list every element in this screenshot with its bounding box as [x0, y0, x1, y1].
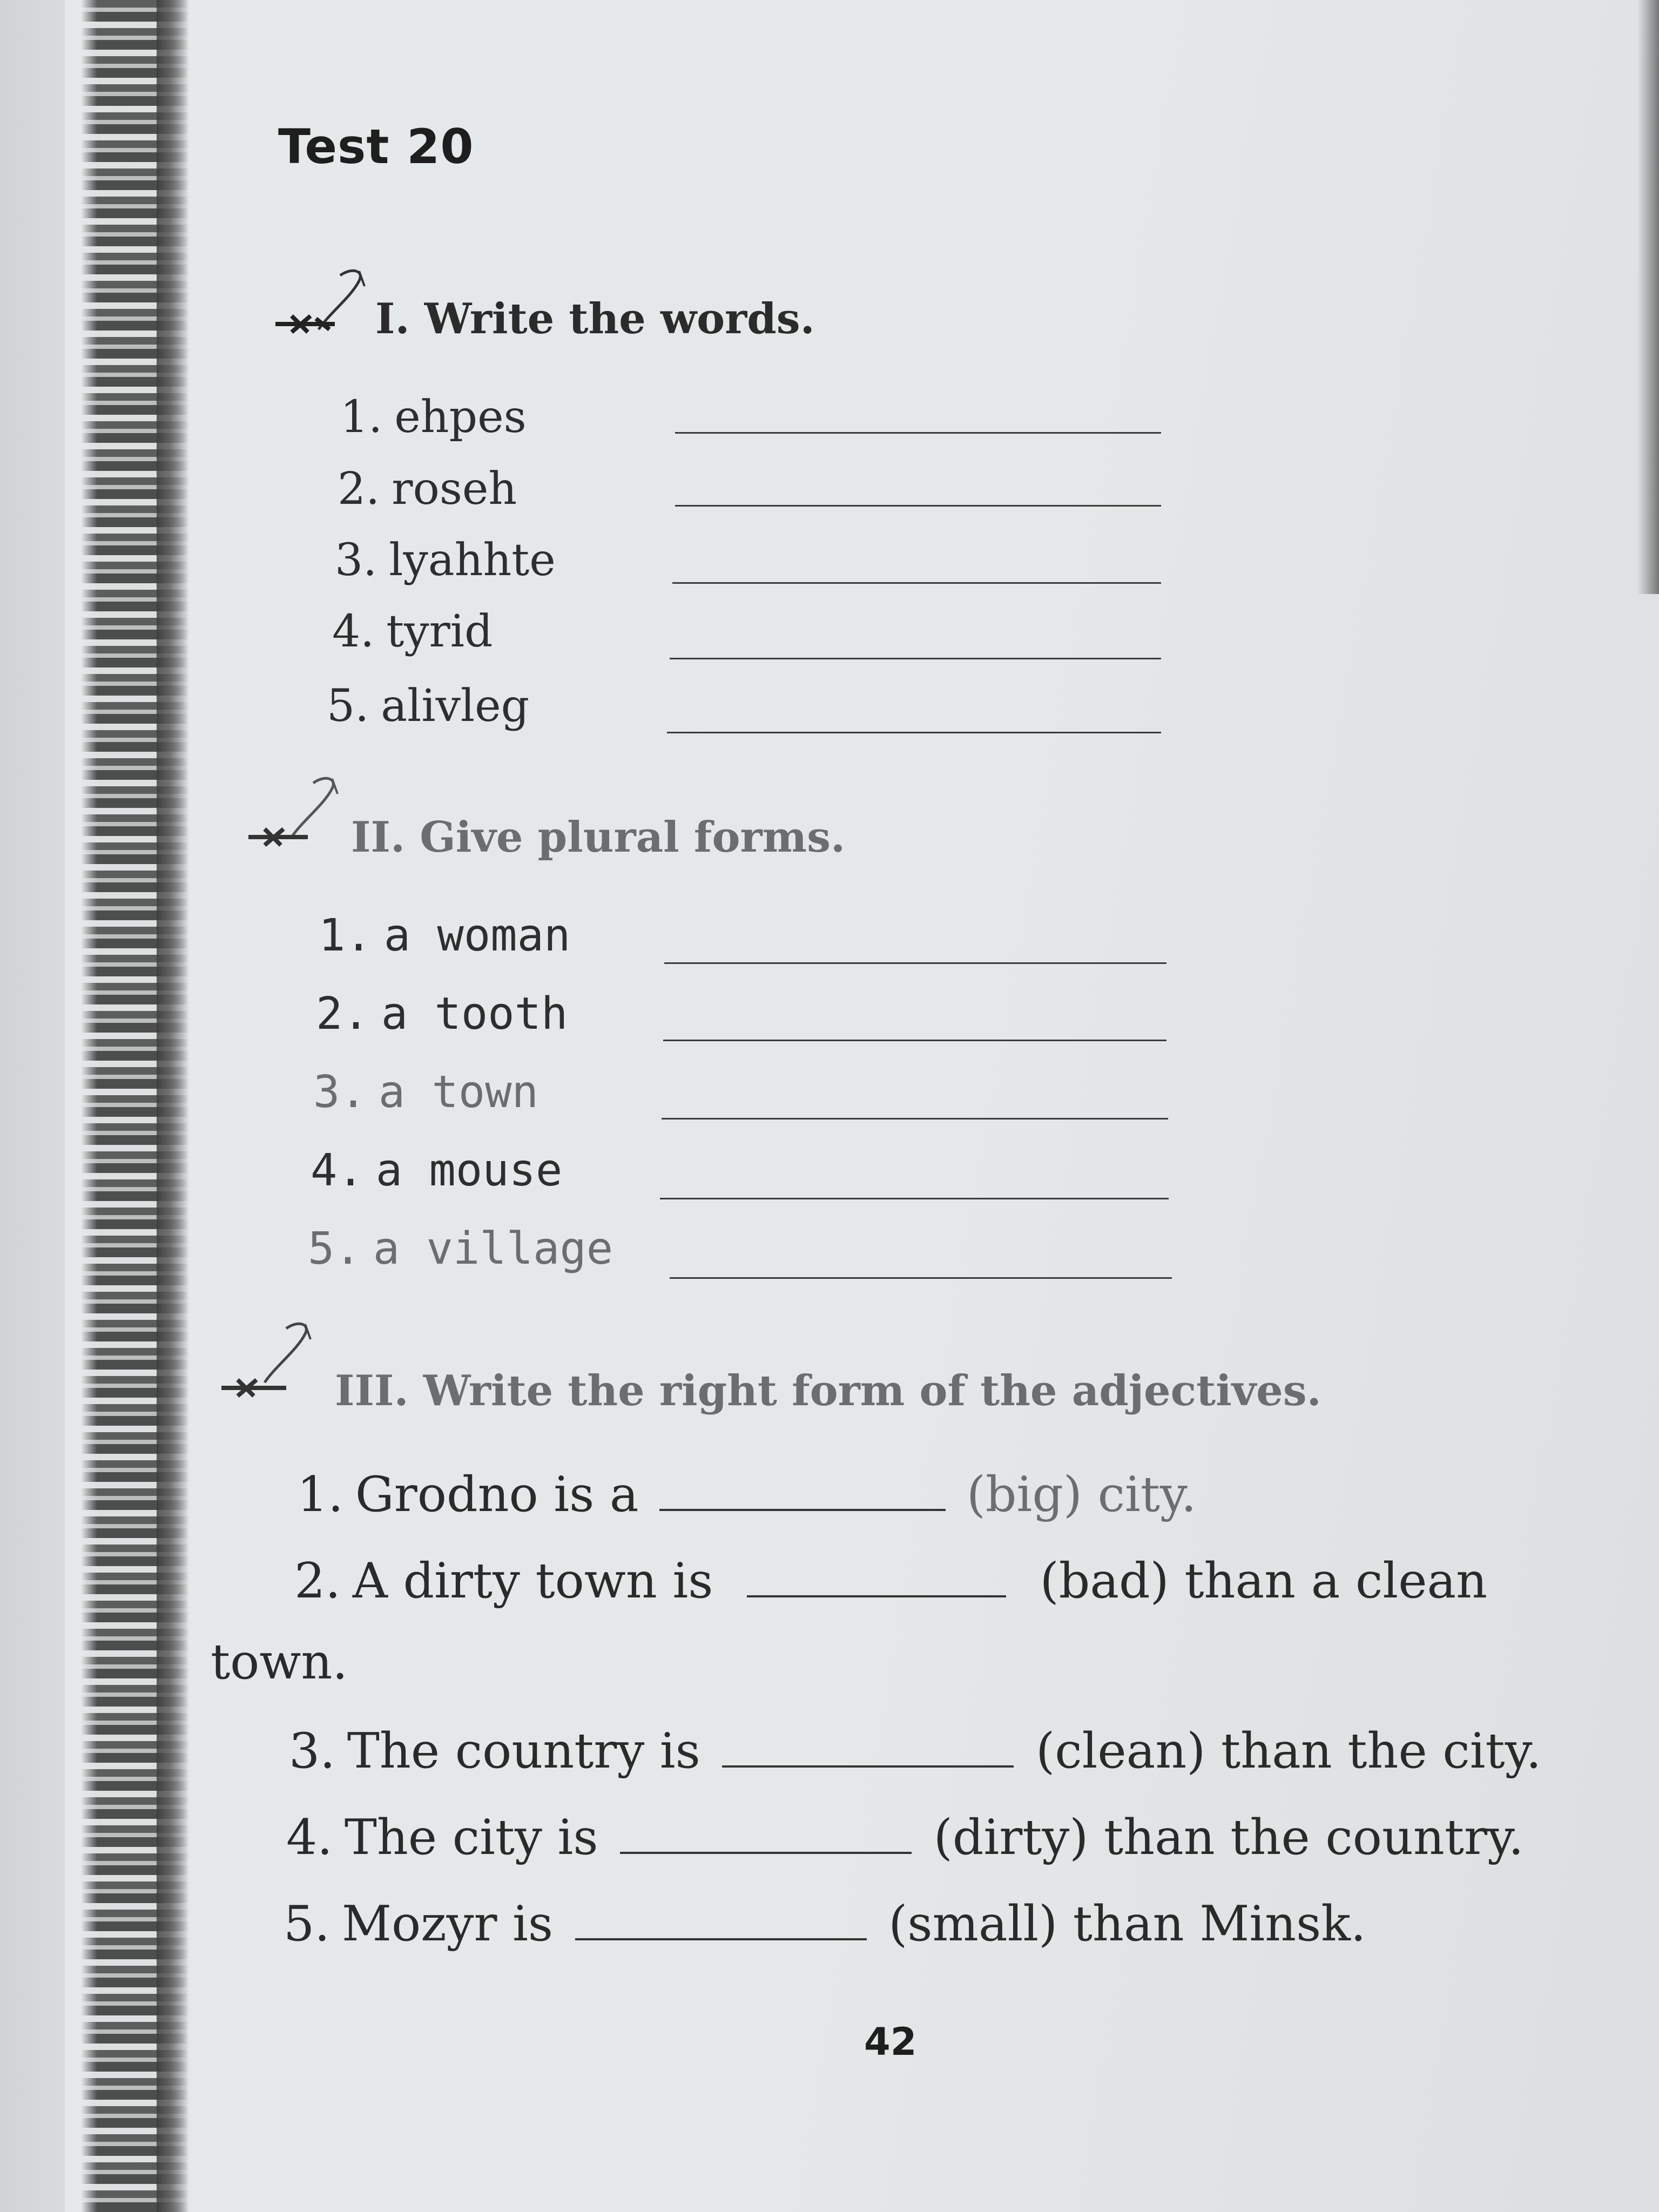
- quill-icon: [270, 265, 378, 356]
- sentence-2: [294, 1553, 1487, 1609]
- item-number: 1.: [297, 1466, 343, 1523]
- sentence-end: (dirty) than the country.: [933, 1809, 1524, 1866]
- scrambled-word: ehpes: [394, 392, 527, 443]
- scrambled-word: lyahhte: [389, 535, 556, 586]
- section-2-heading: II. Give plural forms.: [351, 813, 846, 862]
- item-number: 3.: [289, 1723, 335, 1779]
- singular-noun: a tooth: [381, 988, 568, 1040]
- item-number: 4.: [311, 1145, 364, 1196]
- list-item: [311, 1145, 562, 1196]
- sentence-start: The country is: [347, 1723, 700, 1779]
- item-number: 2.: [294, 1553, 341, 1609]
- sentence-end: (big) city.: [966, 1466, 1197, 1523]
- answer-blank[interactable]: [659, 1471, 946, 1511]
- item-number: 1.: [340, 392, 383, 443]
- test-title: Test 20: [278, 119, 474, 174]
- list-item: [327, 680, 529, 732]
- item-number: 2.: [338, 463, 380, 515]
- list-item: [308, 1223, 613, 1274]
- answer-line[interactable]: [670, 658, 1161, 659]
- sentence-2-continuation: town.: [211, 1634, 348, 1690]
- list-item: [335, 535, 556, 586]
- answer-line[interactable]: [664, 962, 1166, 964]
- page-number: 42: [864, 2020, 917, 2064]
- section-3-heading: [335, 1366, 1321, 1415]
- scrambled-word: alivleg: [381, 680, 530, 732]
- quill-icon: [243, 772, 351, 864]
- scrambled-word: roseh: [392, 463, 517, 515]
- answer-blank[interactable]: [620, 1814, 912, 1854]
- quill-icon: [216, 1318, 324, 1410]
- sentence-start: The city is: [344, 1809, 598, 1866]
- sentence-start: A dirty town is: [352, 1553, 713, 1609]
- list-item: [338, 463, 517, 515]
- sentence-start: Grodno is a: [355, 1466, 639, 1523]
- list-item: [316, 988, 568, 1040]
- section-3-heading-text: III. Write the right form of the adjectives.: [335, 1366, 1321, 1415]
- scrambled-word: tyrid: [386, 606, 493, 657]
- sentence-1: [297, 1466, 1197, 1523]
- item-number: 5.: [327, 680, 369, 732]
- answer-blank[interactable]: [575, 1900, 867, 1940]
- singular-noun: a town: [378, 1067, 538, 1118]
- singular-noun: a village: [373, 1223, 613, 1274]
- item-number: 5.: [308, 1223, 361, 1274]
- list-item: [332, 606, 493, 657]
- item-number: 1.: [319, 910, 372, 961]
- item-number: 3.: [313, 1067, 367, 1118]
- answer-line[interactable]: [662, 1118, 1168, 1120]
- page-edge-shadow: [1637, 0, 1659, 594]
- list-item: [319, 910, 570, 961]
- answer-line[interactable]: [663, 1040, 1166, 1041]
- answer-blank[interactable]: [747, 1557, 1006, 1597]
- answer-line[interactable]: [660, 1198, 1169, 1199]
- list-item: [340, 392, 527, 443]
- answer-line[interactable]: [670, 1277, 1172, 1279]
- answer-line[interactable]: [675, 432, 1161, 434]
- item-number: 3.: [335, 535, 377, 586]
- item-number: 2.: [316, 988, 369, 1040]
- item-number: 4.: [286, 1809, 333, 1866]
- answer-line[interactable]: [672, 582, 1161, 584]
- sentence-end: (clean) than the city.: [1036, 1723, 1542, 1779]
- answer-line[interactable]: [675, 505, 1161, 507]
- page-spine: [0, 0, 65, 2212]
- binding-edge: [157, 0, 189, 2212]
- sentence-3: [289, 1723, 1541, 1779]
- list-item: [313, 1067, 538, 1118]
- singular-noun: a mouse: [375, 1145, 563, 1196]
- sentence-end: (bad) than a clean: [1040, 1553, 1488, 1609]
- answer-line[interactable]: [667, 732, 1161, 733]
- answer-blank[interactable]: [722, 1728, 1014, 1768]
- sentence-start: Mozyr is: [341, 1896, 554, 1952]
- item-number: 4.: [332, 606, 375, 657]
- section-1-heading: I. Write the words.: [375, 294, 815, 343]
- sentence-4: [286, 1809, 1524, 1866]
- item-number: 5.: [284, 1896, 330, 1952]
- sentence-end: (small) than Minsk.: [888, 1896, 1366, 1952]
- singular-noun: a woman: [383, 910, 571, 961]
- sentence-5: [284, 1896, 1366, 1952]
